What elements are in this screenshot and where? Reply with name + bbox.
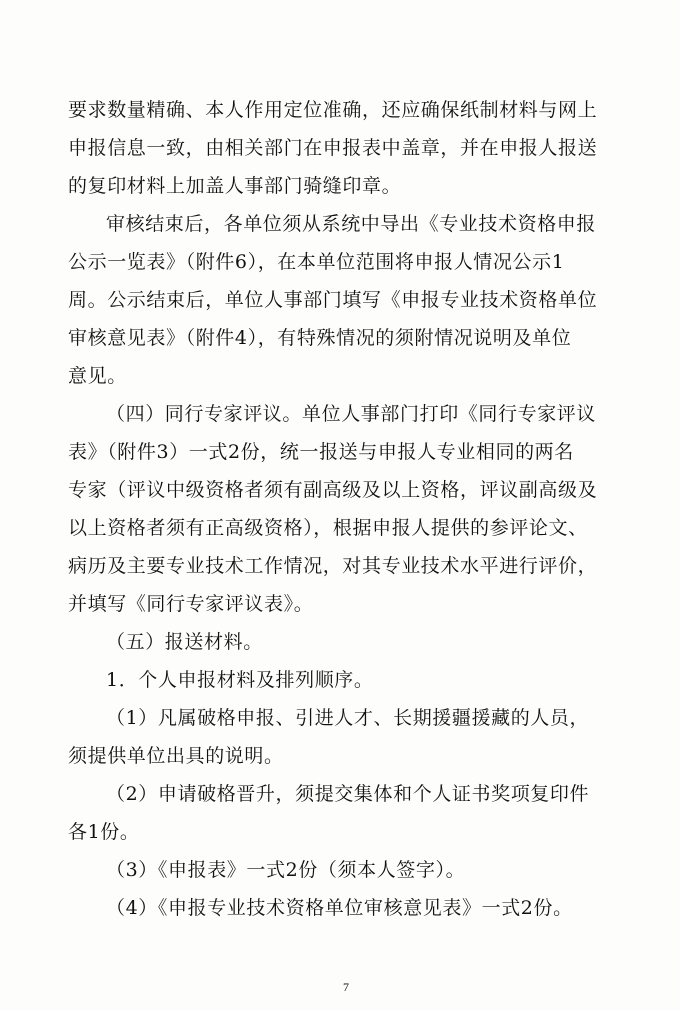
- text-line: （2）申请破格晋升，须提交集体和个人证书奖项复印件: [106, 783, 590, 805]
- text-line: （3）《申报表》一式2份（须本人签字）。: [106, 859, 466, 881]
- text-line: 公示一览表》（附件6），在本单位范围将申报人情况公示1: [68, 251, 565, 273]
- page-number: 7: [343, 980, 349, 994]
- text-line: 意见。: [68, 365, 127, 387]
- text-line: 1．个人申报材料及排列顺序。: [106, 669, 374, 691]
- text-line: 审核结束后，各单位须从系统中导出《专业技术资格申报: [106, 213, 597, 235]
- text-line: 审核意见表》（附件4），有特殊情况的须附情况说明及单位: [68, 327, 572, 349]
- text-line: 周。公示结束后，单位人事部门填写《申报专业技术资格单位: [68, 289, 598, 311]
- text-line: 须提供单位出具的说明。: [68, 745, 284, 767]
- text-line: 各1份。: [68, 821, 140, 843]
- text-line: 专家（评议中级资格者须有副高级及以上资格，评议副高级及: [68, 479, 598, 501]
- text-line: 申报信息一致，由相关部门在申报表中盖章，并在申报人报送: [68, 137, 598, 159]
- text-line: 并填写《同行专家评议表》。: [68, 593, 314, 615]
- text-line: （4）《申报专业技术资格单位审核意见表》一式2份。: [106, 897, 573, 919]
- text-line: （四）同行专家评议。单位人事部门打印《同行专家评议: [106, 403, 597, 425]
- section-heading: （五）报送材料。: [106, 631, 263, 653]
- text-line: 要求数量精确、本人作用定位准确，还应确保纸制材料与网上: [68, 99, 598, 121]
- text-line: 表》（附件3）一式2份，统一报送与申报人专业相同的两名: [68, 441, 574, 463]
- text-line: （1）凡属破格申报、引进人才、长期援疆援藏的人员，: [106, 707, 590, 729]
- text-line: 的复印材料上加盖人事部门骑缝印章。: [68, 175, 402, 197]
- text-line: 以上资格者须有正高级资格），根据申报人提供的参评论文、: [68, 517, 588, 539]
- text-line: 病历及主要专业技术工作情况，对其专业技术水平进行评价，: [68, 555, 598, 577]
